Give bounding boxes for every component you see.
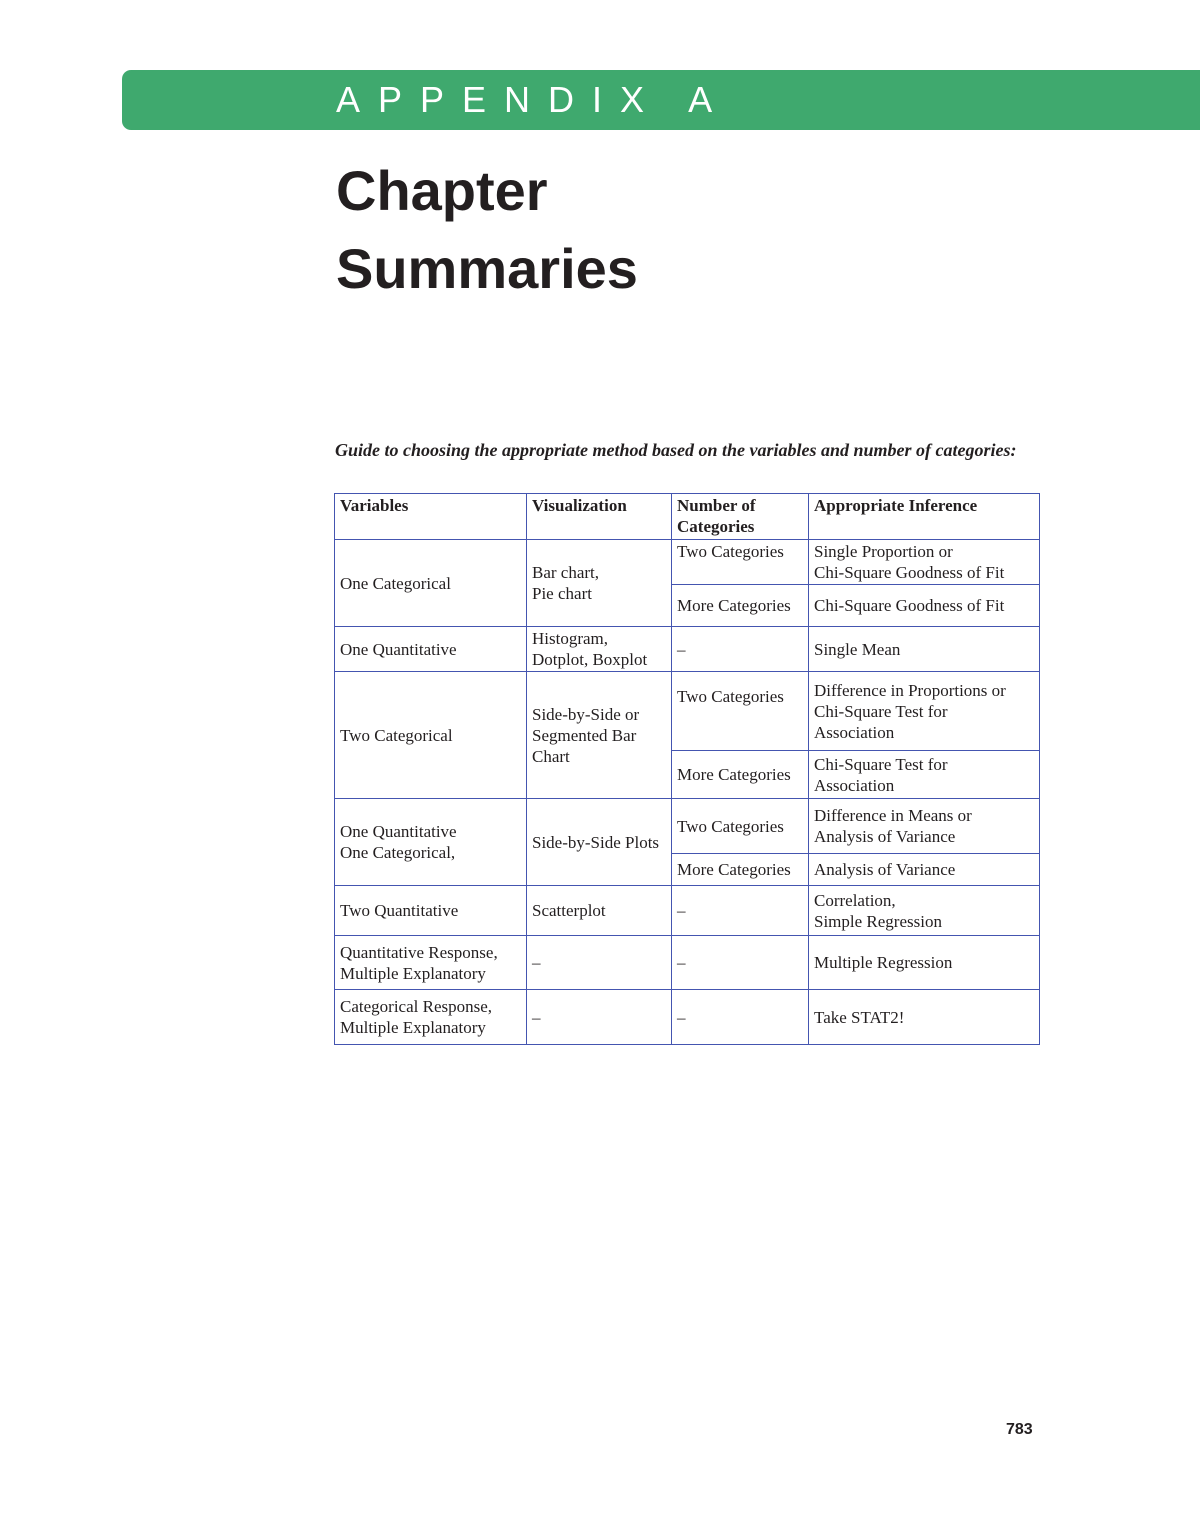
header-variables: Variables [335,494,527,540]
inference-cell: Correlation, Simple Regression [809,886,1040,936]
variables-cell: Quantitative Response, Multiple Explanatory [335,936,527,990]
header-visualization: Visualization [527,494,672,540]
inference-cell: Take STAT2! [809,990,1040,1045]
table-row [335,936,1040,990]
inference-cell: Chi-Square Test for Association [809,751,1040,799]
table-row [335,672,1040,751]
table-row [335,886,1040,936]
header-appropriate-inference: Appropriate Inference [809,494,1040,540]
categories-cell: – [672,627,809,672]
categories-cell: – [672,990,809,1045]
visualization-cell: Bar chart, Pie chart [527,540,672,627]
appendix-label: APPENDIX A [336,79,731,120]
table-row [335,990,1040,1045]
table-row [335,799,1040,854]
chapter-title-line-2: Summaries [336,237,638,300]
categories-cell: – [672,886,809,936]
categories-cell: More Categories [672,854,809,886]
table-caption: Guide to choosing the appropriate method based on the variables and number of categories: [335,440,1017,460]
header-number-of-categories: Number of Categories [672,494,809,540]
inference-cell: Multiple Regression [809,936,1040,990]
header-row [335,494,1040,540]
variables-cell: One Quantitative [335,627,527,672]
inference-cell: Single Mean [809,627,1040,672]
chapter-title-line-1: Chapter [336,159,548,222]
table-row [335,627,1040,672]
visualization-cell: Scatterplot [527,886,672,936]
inference-cell: Analysis of Variance [809,854,1040,886]
method-guide-table [334,493,1040,1045]
inference-cell: Chi-Square Goodness of Fit [809,585,1040,627]
visualization-cell: Side-by-Side or Segmented Bar Chart [527,672,672,799]
page-number: 783 [1006,1421,1033,1438]
visualization-cell: Side-by-Side Plots [527,799,672,886]
categories-cell: Two Categories [672,799,809,854]
variables-cell: Two Quantitative [335,886,527,936]
categories-cell: More Categories [672,751,809,799]
visualization-cell: Histogram, Dotplot, Boxplot [527,627,672,672]
inference-cell: Single Proportion or Chi-Square Goodness of Fit [809,540,1040,585]
categories-cell: More Categories [672,585,809,627]
variables-cell: Categorical Response, Multiple Explanatory [335,990,527,1045]
inference-cell: Difference in Proportions or Chi-Square Test for Association [809,672,1040,751]
variables-cell: One Quantitative One Categorical, [335,799,527,886]
chapter-title [336,152,638,308]
categories-cell: – [672,936,809,990]
table-row [335,540,1040,585]
categories-cell: Two Categories [672,540,809,585]
categories-cell: Two Categories [672,672,809,751]
variables-cell: Two Categorical [335,672,527,799]
visualization-cell: – [527,936,672,990]
variables-cell: One Categorical [335,540,527,627]
inference-cell: Difference in Means or Analysis of Variance [809,799,1040,854]
visualization-cell: – [527,990,672,1045]
